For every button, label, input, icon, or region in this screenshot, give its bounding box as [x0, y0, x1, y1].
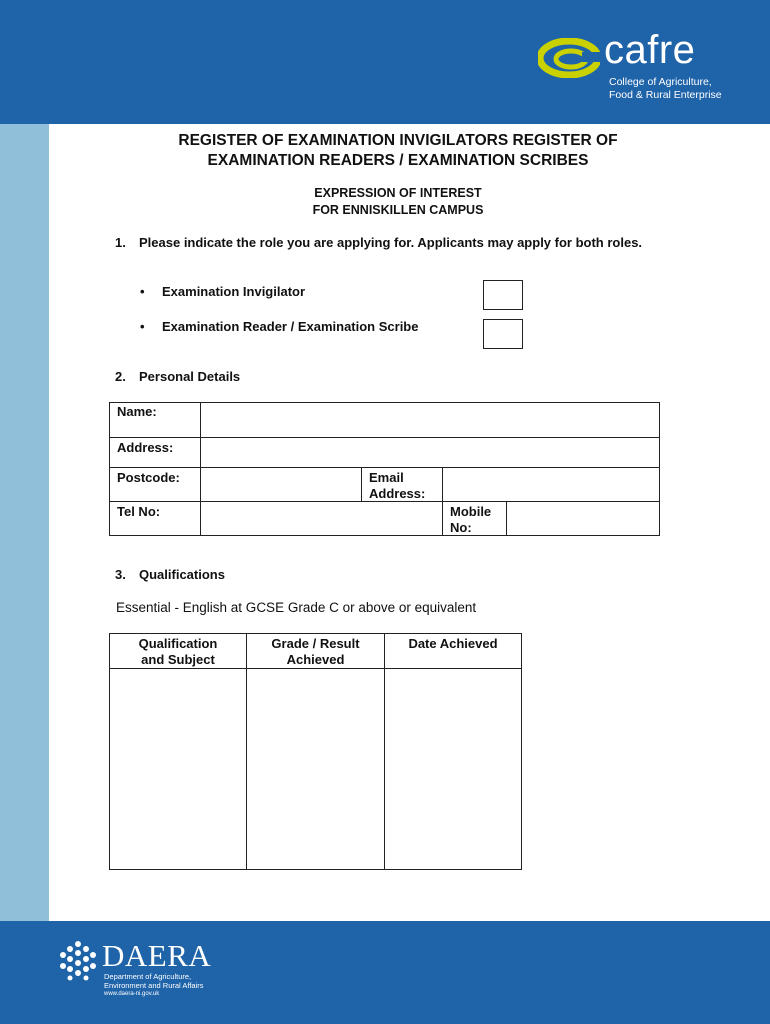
email-label-line1: Email: [369, 470, 404, 485]
invigilator-checkbox[interactable]: [483, 280, 523, 310]
daera-logo: [58, 940, 258, 1000]
daera-wordmark: DAERA: [102, 938, 212, 973]
left-decorative-strip: [0, 124, 49, 921]
cafre-subtitle-line1: College of Agriculture,: [609, 76, 712, 88]
section2-heading: [115, 369, 240, 384]
cafre-swirl-icon: [538, 38, 600, 78]
email-label-line2: Address:: [369, 486, 426, 501]
address-label: Address:: [110, 438, 201, 468]
mobile-field[interactable]: [507, 502, 659, 535]
section2-number: 2.: [115, 369, 126, 384]
title-line2: EXAMINATION READERS / EXAMINATION SCRIBES: [207, 152, 589, 169]
title-line1: REGISTER OF EXAMINATION INVIGILATORS REGISTER OF: [178, 132, 618, 149]
section1-number: 1.: [115, 235, 126, 250]
mobile-label-line2: No:: [450, 520, 472, 535]
email-field[interactable]: [443, 468, 659, 502]
daera-hexagon-emblem-icon: [58, 940, 98, 982]
section1-text: Please indicate the role you are applying for. Applicants may apply for both roles.: [139, 235, 643, 250]
tel-label: Tel No:: [110, 502, 201, 535]
bullet-icon: •: [140, 319, 145, 334]
header-line: and Subject: [141, 652, 215, 667]
daera-sub-line1: Department of Agriculture,: [104, 972, 192, 981]
daera-url: www.daera-ni.gov.uk: [104, 991, 160, 997]
document-title: [120, 131, 676, 171]
qualifications-table: [109, 633, 522, 870]
cafre-logo: [538, 28, 748, 104]
daera-sub-line2: Environment and Rural Affairs: [104, 981, 204, 990]
reader-scribe-checkbox[interactable]: [483, 319, 523, 349]
mobile-label: [443, 502, 507, 535]
role-option-label: Examination Invigilator: [162, 284, 306, 299]
daera-subtitle: [104, 972, 204, 999]
bullet-icon: •: [140, 284, 145, 299]
header-qualification-subject: [110, 634, 247, 669]
cafre-subtitle-line2: Food & Rural Enterprise: [609, 89, 722, 101]
essential-requirement-note: Essential - English at GCSE Grade C or above or equivalent: [116, 600, 477, 615]
header-line: Date Achieved: [408, 636, 498, 651]
postcode-label: Postcode:: [110, 468, 201, 502]
role-option-label: Examination Reader / Examination Scribe: [162, 319, 419, 334]
address-field[interactable]: [201, 438, 659, 468]
header-line: Achieved: [286, 652, 345, 667]
grade-result-cell[interactable]: [247, 669, 385, 869]
section2-title: Personal Details: [139, 369, 241, 384]
email-label: [362, 468, 443, 502]
section3-title: Qualifications: [139, 567, 225, 582]
qualification-subject-cell[interactable]: [110, 669, 247, 869]
header-date-achieved: [385, 634, 521, 669]
name-label: Name:: [110, 403, 201, 438]
personal-details-table: [109, 402, 660, 536]
date-achieved-cell[interactable]: [385, 669, 521, 869]
header-line: Grade / Result: [271, 636, 360, 651]
tel-field[interactable]: [201, 502, 443, 535]
cafre-wordmark: cafre: [604, 28, 696, 72]
section3-heading: [115, 567, 225, 582]
postcode-field[interactable]: [201, 468, 362, 502]
header-grade-result: [247, 634, 385, 669]
subtitle-line1: EXPRESSION OF INTEREST: [314, 186, 482, 200]
document-subtitle: [200, 185, 596, 219]
mobile-label-line1: Mobile: [450, 504, 492, 519]
section3-number: 3.: [115, 567, 126, 582]
subtitle-line2: FOR ENNISKILLEN CAMPUS: [312, 203, 484, 217]
header-line: Qualification: [138, 636, 218, 651]
cafre-subtitle: [609, 76, 722, 102]
name-field[interactable]: [201, 403, 659, 438]
